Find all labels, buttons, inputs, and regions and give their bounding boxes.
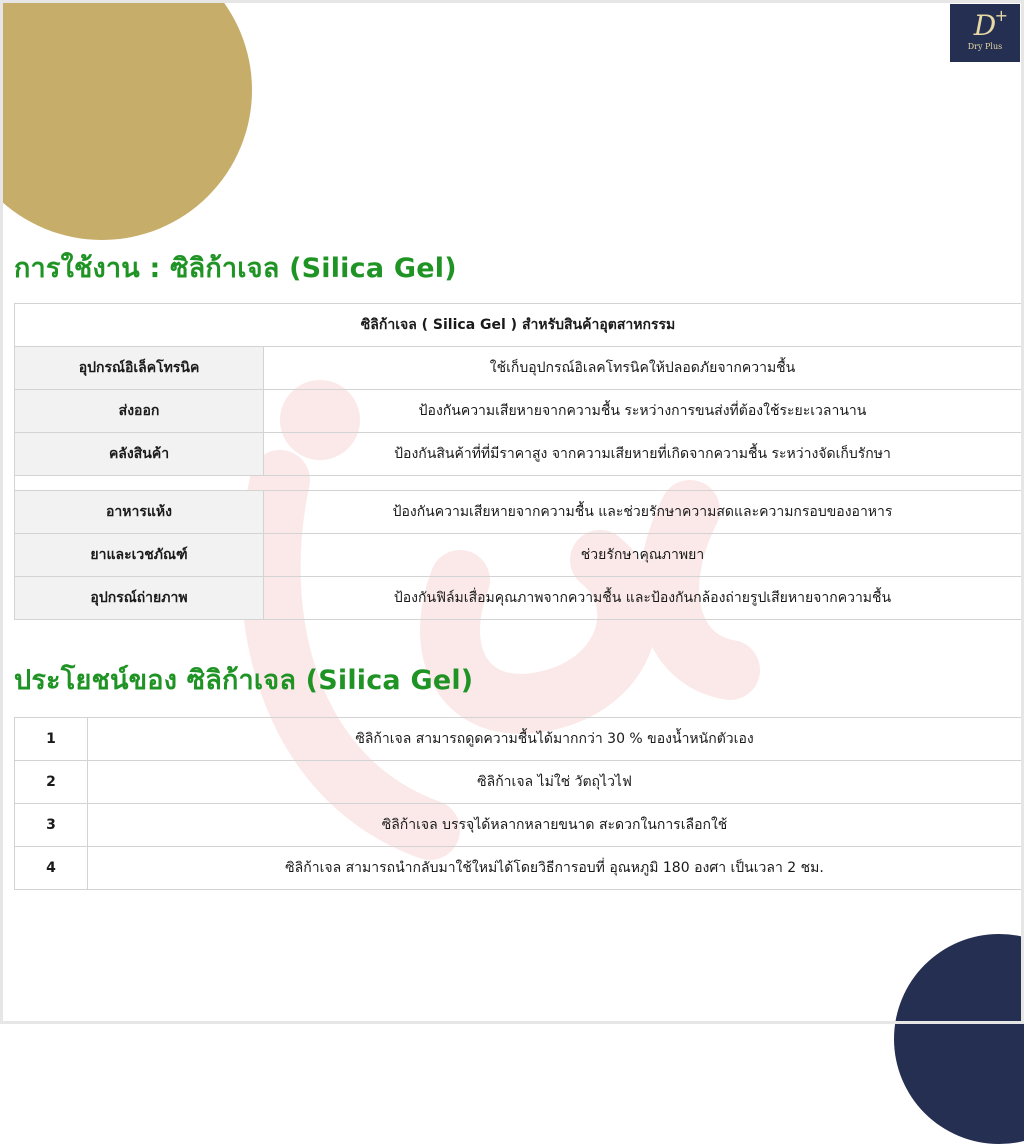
- navy-decorative-circle: [894, 934, 1024, 1144]
- row-description: ป้องกันสินค้าที่ที่มีราคาสูง จากความเสียหายที่เกิดจากความชื้น ระหว่างจัดเก็บรักษา: [264, 433, 1022, 476]
- brand-logo: [950, 4, 1020, 62]
- table-row: [15, 433, 1022, 476]
- table-row: [15, 847, 1022, 890]
- usage-section-title: การใช้งาน : ซิลิก้าเจล (Silica Gel): [14, 253, 457, 284]
- row-text: ซิลิก้าเจล ไม่ใช่ วัตถุไวไฟ: [88, 761, 1022, 804]
- row-category: ส่งออก: [15, 390, 264, 433]
- row-number: 2: [15, 761, 88, 804]
- logo-text: Dry Plus: [967, 42, 1003, 51]
- row-number: 3: [15, 804, 88, 847]
- row-category: ยาและเวชภัณฑ์: [15, 534, 264, 577]
- logo-letter: D: [973, 9, 997, 42]
- row-text: ซิลิก้าเจล สามารถดูดความชื้นได้มากกว่า 30 % ของน้ำหนักตัวเอง: [88, 718, 1022, 761]
- row-category: อุปกรณ์อิเล็คโทรนิค: [15, 347, 264, 390]
- row-number: 1: [15, 718, 88, 761]
- row-text: ซิลิก้าเจล สามารถนำกลับมาใช้ใหม่ได้โดยวิธีการอบที่ อุณหภูมิ 180 องศา เป็นเวลา 2 ชม.: [88, 847, 1022, 890]
- benefits-table: [14, 717, 1022, 890]
- row-description: ป้องกันความเสียหายจากความชื้น และช่วยรักษาความสดและความกรอบของอาหาร: [264, 491, 1022, 534]
- row-description: ป้องกันฟิล์มเสื่อมคุณภาพจากความชื้น และป้องกันกล้องถ่ายรูปเสียหายจากความชื้น: [264, 577, 1022, 620]
- usage-table-header: ซิลิก้าเจล ( Silica Gel ) สำหรับสินค้าอุตสาหกรรม: [15, 304, 1022, 347]
- benefits-section-title: ประโยชน์ของ ซิลิก้าเจล (Silica Gel): [14, 665, 474, 696]
- usage-table: [14, 303, 1022, 620]
- table-row: [15, 347, 1022, 390]
- table-row: [15, 761, 1022, 804]
- table-spacer: [15, 476, 1022, 491]
- row-description: ใช้เก็บอุปกรณ์อิเลคโทรนิคให้ปลอดภัยจากความชื้น: [264, 347, 1022, 390]
- table-row: [15, 491, 1022, 534]
- table-row: [15, 534, 1022, 577]
- row-category: อุปกรณ์ถ่ายภาพ: [15, 577, 264, 620]
- row-description: ป้องกันความเสียหายจากความชื้น ระหว่างการขนส่งที่ต้องใช้ระยะเวลานาน: [264, 390, 1022, 433]
- row-number: 4: [15, 847, 88, 890]
- gold-decorative-circle: [0, 0, 252, 240]
- table-row: [15, 390, 1022, 433]
- table-row: [15, 718, 1022, 761]
- row-category: คลังสินค้า: [15, 433, 264, 476]
- logo-plus: +: [994, 6, 1008, 25]
- row-text: ซิลิก้าเจล บรรจุได้หลากหลายขนาด สะดวกในการเลือกใช้: [88, 804, 1022, 847]
- row-category: อาหารแห้ง: [15, 491, 264, 534]
- table-row: [15, 577, 1022, 620]
- row-description: ช่วยรักษาคุณภาพยา: [264, 534, 1022, 577]
- table-row: [15, 804, 1022, 847]
